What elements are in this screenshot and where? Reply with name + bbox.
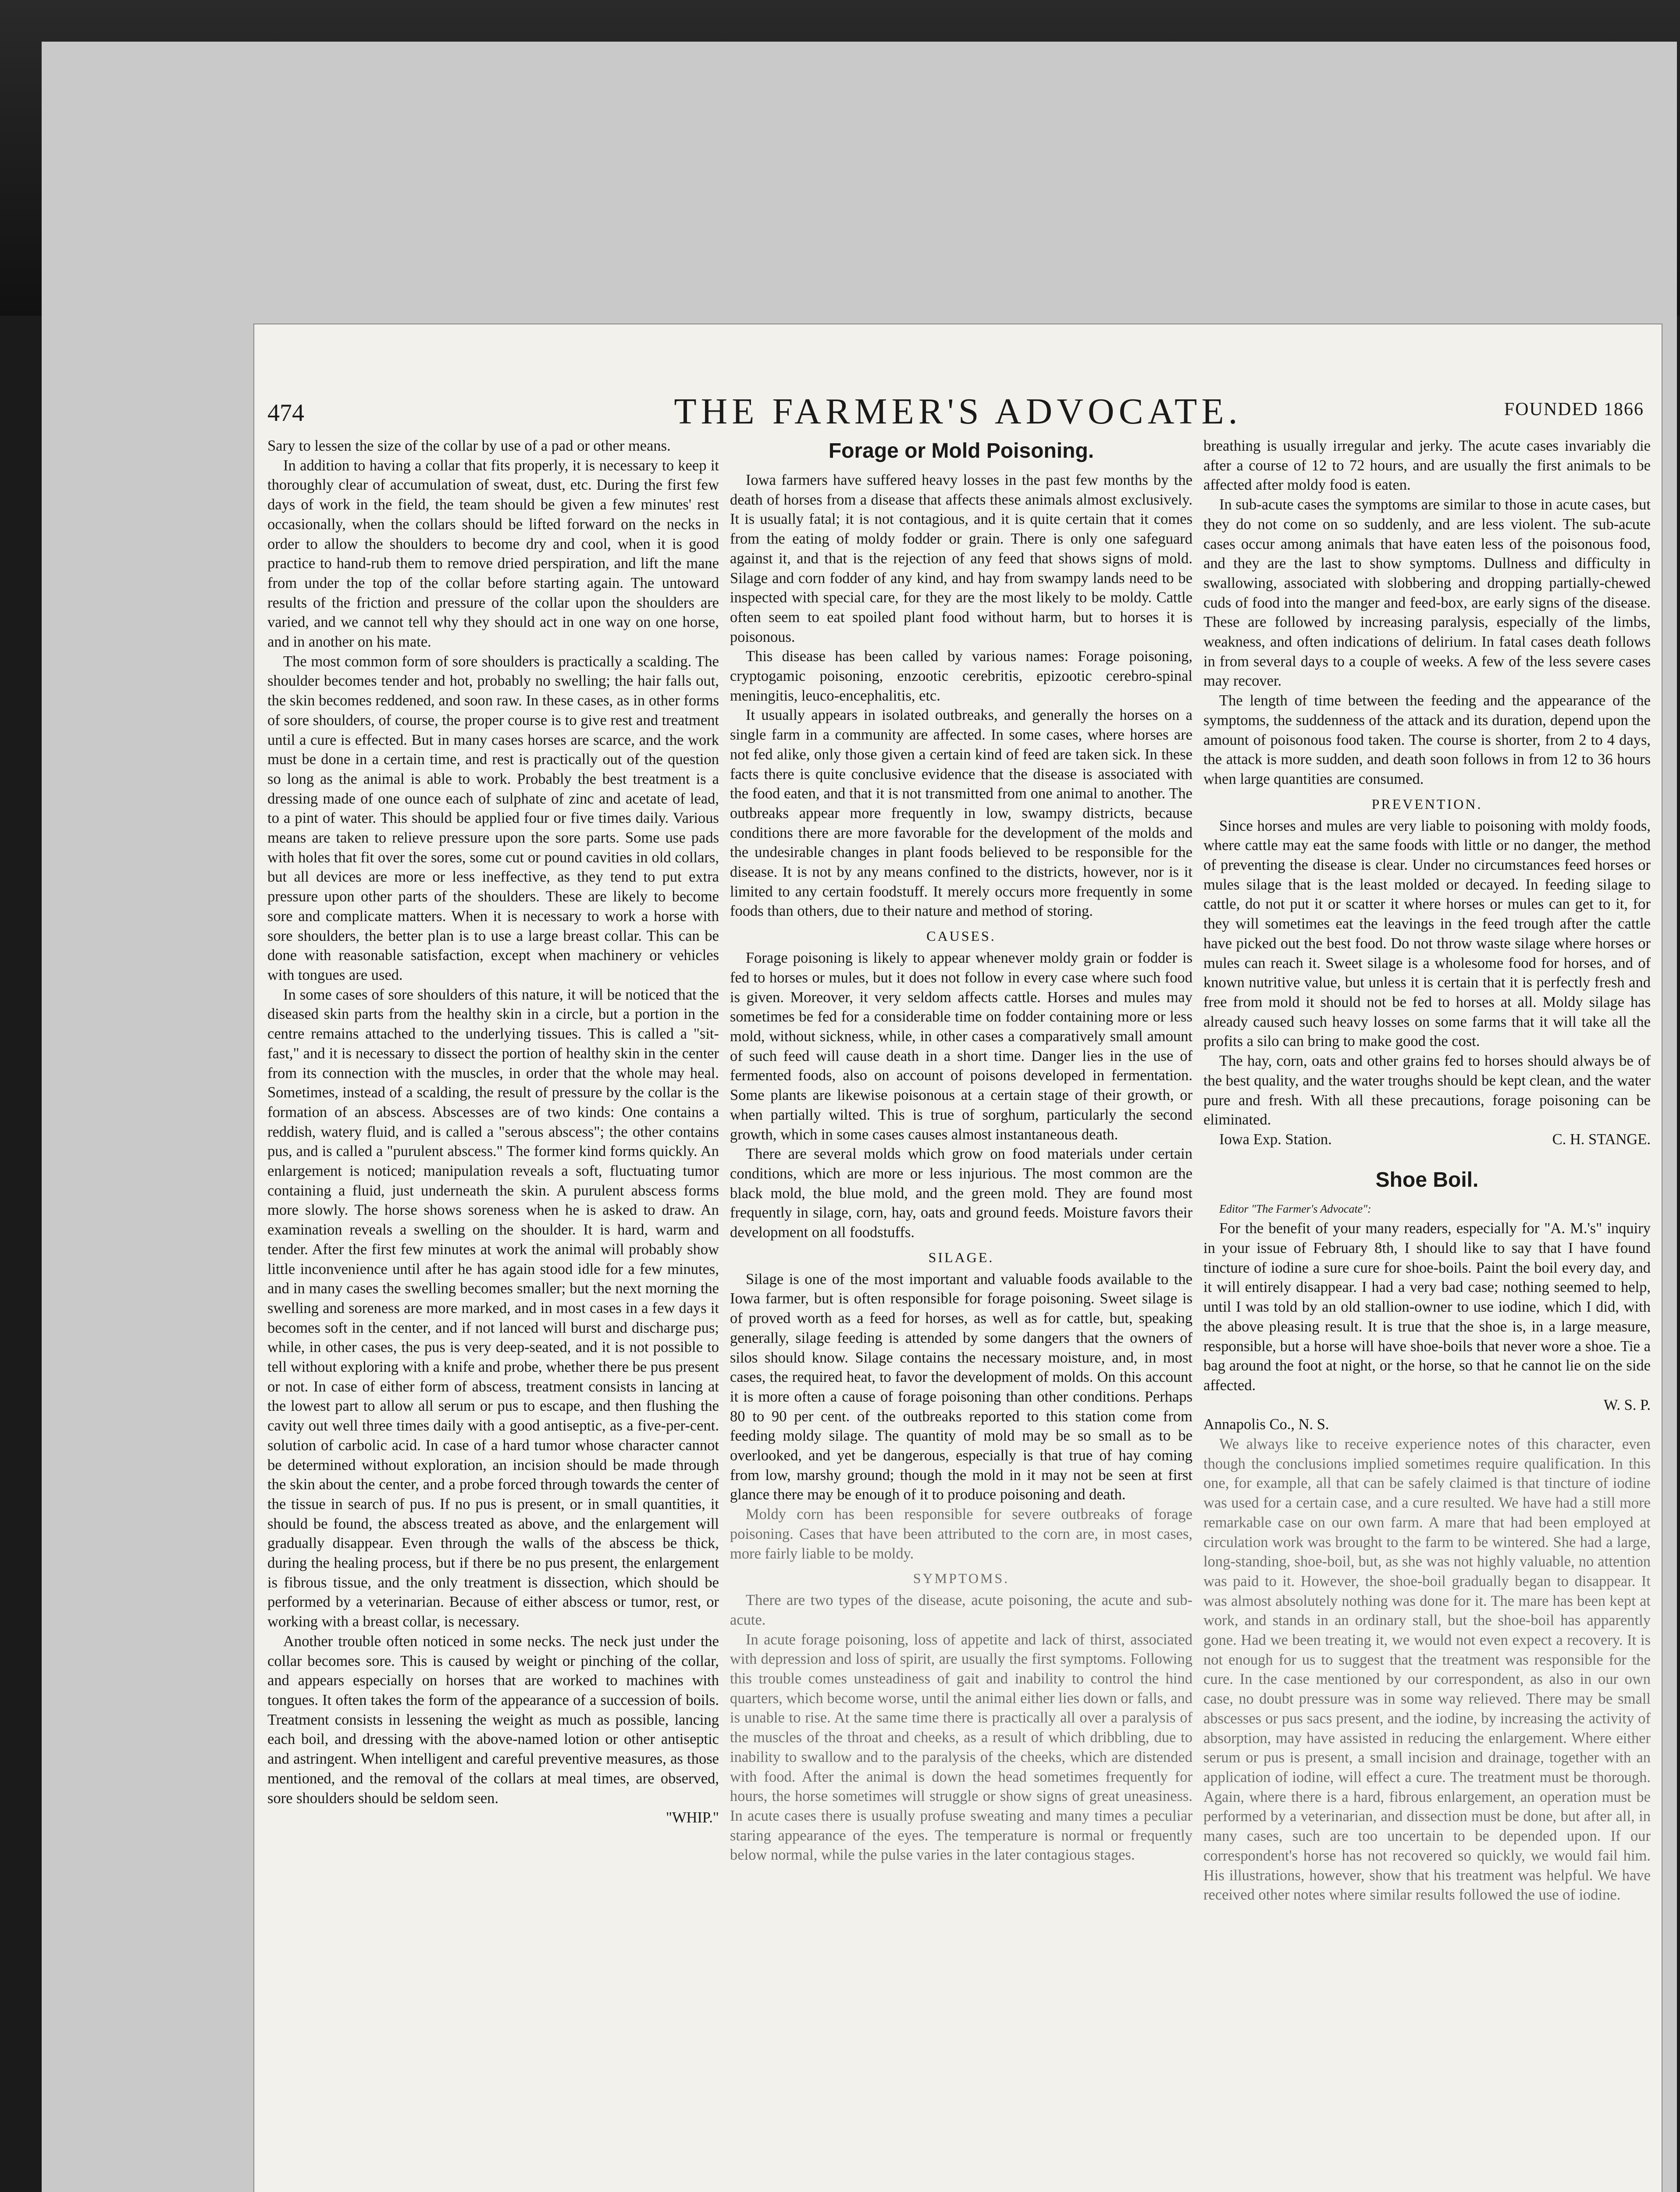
paragraph: The length of time between the feeding and the appearance of the symptoms, the suddenness of the attack and its duration, depend upon the amount of poisonous food taken. The course is shorter, from 2 to 4 days, the attack is more sudden, and death soon follows in from 12 to 36 hours when large quantities are consumed. — [1203, 692, 1651, 787]
paragraph: In acute forage poisoning, loss of appetite and lack of thirst, associated with depression and loss of spirit, are usually the first symptoms. Following this trouble comes unsteadiness of gait and inability to control the hind quarters, which become worse, until the animal either lies down or falls, and is unable to rise. At the same time there is practically all over a paralysis of the muscles of the throat and cheeks, as a result of which dribbling, due to inability to swallow and to the paralysis of the cheeks, which are distended with food. After the animal is down the head sometimes frequently for hours, the horse sometimes will struggle or show signs of great uneasiness. In acute cases there is usually profuse sweating and many times a peculiar staring appearance of the eyes. The temperature is normal or frequently below normal, while the pulse varies in the later contagious stages. — [730, 1631, 1192, 1864]
paragraph: Sary to lessen the size of the collar by use of a pad or other means. — [267, 438, 671, 454]
paragraph: Iowa farmers have suffered heavy losses in the past few months by the death of horses from a disease that affects these animals almost exclusively. It is usually fatal; it is not contagious, and it is quite certain that it comes from the eating of moldy fodder or grain. There is only one safeguard against it, and that is the rejection of any feed that shows signs of mold. Silage and corn fodder of any kind, and hay from swampy lands need to be inspected with special care, for they are the most likely to be moldy. Cattle often seem to eat spoiled plant food without harm, but to horses it is poisonous. — [730, 472, 1192, 645]
paragraph: Silage is one of the most important and valuable foods available to the Iowa farmer, but is often responsible for forage poisoning. Sweet silage is of proved worth as a feed for horses, as well as for cattle, but, speaking generally, silage feeding is attended by some dangers that the owners of silos should know. Silage contains the necessary moisture, and, in most cases, the required heat, to favor the development of molds. On this account it is more often a cause of forage poisoning than other conditions. Perhaps 80 to 90 per cent. of the outbreaks reported to this station come from feeding moldy silage. The quantity of mold may be so small as to be overlooked, and yet be dangerous, especially is that true of hay coming from low, marshy ground; though the mold in it may not be seen at first glance there may be enough of it to produce poisoning and death. — [730, 1270, 1192, 1503]
masthead — [254, 324, 1662, 432]
paragraph: Since horses and mules are very liable to poisoning with moldy foods, where cattle may eat the same foods with little or no danger, the method of preventing the disease is clear. Under no circumstances feed horses or mules silage that is the least molded or decayed. In feeding silage to cattle, do not put it or scatter it where horses or mules can get to it, for they will sometimes eat the leavings in the feed trough after the cattle have picked out the best food. Do not throw waste silage where horses or mules can reach it. Sweet silage is a wholesome food for horses, and of known nutritive value, but unless it is certain that it is perfectly fresh and free from mold it should not be fed to horses at all. Moldy silage has already caused such heavy losses on some farms that it will take all the profits a silo can bring to make good the cost. — [1203, 817, 1651, 1050]
paragraph: This disease has been called by various names: Forage poisoning, cryptogamic poisoning, enzootic cerebritis, epizootic cerebro-spinal meningitis, leuco-encephalitis, etc. — [730, 648, 1192, 704]
paragraph: It usually appears in isolated outbreaks, and generally the horses on a single farm in a community are affected. In some cases, where horses are not fed alike, only those given a certain kind of feed are taken sick. In these facts there is quite conclusive evidence that the disease is associated with the food eaten, and that it is not transmitted from one animal to another. The outbreaks appear more frequently in low, swampy districts, because conditions there are more favorable for the development of the molds and the undesirable changes in plant foods believed to be responsible for the disease. It is not by any means confined to the districts, however, nor is it limited to any certain foodstuff. It merely occurs more frequently in some foods than others, due to their nature and method of storing. — [730, 707, 1192, 920]
letter-signature: W. S. P. — [1603, 1396, 1651, 1413]
page-number: 474 — [267, 399, 304, 427]
paragraph: breathing is usually irregular and jerky. The acute cases invariably die after a course of 12 to 72 hours, and are usually the first animals to be affected after moldy food is eaten. — [1203, 438, 1651, 494]
paragraph: There are two types of the disease, acute poisoning, the acute and sub-acute. — [730, 1592, 1192, 1628]
paragraph: For the benefit of your many readers, especially for "A. M.'s" inquiry in your issue of February 8th, I should like to say that I have found tincture of iodine a sure cure for shoe-boils. Paint the boil every day, and it will entirely disappear. I had a very bad case; nothing seemed to help, until I was told by an old stallion-owner to use iodine, which I did, with the above pleasing result. It is true that the shoe is, in a large measure, responsible, but a horse will have shoe-boils that never wore a shoe. Tie a bag around the foot at night, or the horse, so that he cannot lie on the side affected. — [1203, 1220, 1651, 1394]
paragraph: In some cases of sore shoulders of this nature, it will be noticed that the diseased skin parts from the healthy skin in a circle, but a portion in the centre remains attached to the underlying tissues. This is called a "sit-fast," and it is necessary to dissect the portion of healthy skin in the center from its connection with the muscles, in order that the whole may heal. Sometimes, instead of a scalding, the result of pressure by the collar is the formation of an abscess. Abscesses are of two kinds: One contains a reddish, watery fluid, and is called a "serous abscess"; the other contains pus, and is called a "purulent abscess." The former kind forms quickly. An enlargement is noticed; manipulation reveals a soft, fluctuating tumor containing a fluid, just underneath the skin. A purulent abscess forms more slowly. The horse shows soreness when he is asked to draw. An examination reveals a swelling on the shoulder. It is hard, warm and tender. After the first few minutes at work the animal will probably show little inconvenience until after he has again stood idle for a few minutes, and in many cases the swelling becomes smaller; but the next morning the swelling and soreness are more marked, and in most cases in a few days it becomes soft in the center, and if not lanced will burst and discharge pus; while, in other cases, the pus is very deep-seated, and it is not possible to tell without exploring with a knife and probe, whether there be pus present or not. In case of either form of abscess, treatment consists in lancing at the lowest part to allow all serum or pus to escape, and then flushing the cavity out well three times daily with a good antiseptic, as a five-per-cent. solution of carbolic acid. In case of a hard tumor whose character cannot be determined without exploration, an incision should be made through the skin about the center, and a probe forced through towards the center of the tissue in search of pus. If no pus is present, or in small quantities, it should be found, the abscess treated as above, and the enlargement will gradually disappear. Even through the walls of the abscess be thick, during the healing process, but if there be no pus present, the enlargement is fibrous tissue, and the only treatment is dissection, which should be performed by a veterinarian. Because of either abscess or tumor, rest, or working with a breast collar, is necessary. — [267, 986, 719, 1630]
section-heading: CAUSES. — [926, 928, 996, 944]
column-2 — [730, 436, 1192, 2192]
article-signature: "WHIP." — [666, 1809, 719, 1826]
column-1 — [267, 436, 719, 2192]
article-heading: Shoe Boil. — [1375, 1168, 1479, 1192]
paragraph: Another trouble often noticed in some necks. The neck just under the collar becomes sore. This is caused by weight or pinching of the collar, and appears especially on horses that are worked to machines with tongues. It often takes the form of the appearance of a succession of boils. Treatment consists in lessening the weight as much as possible, lancing each boil, and dressing with the above-named lotion or other antiseptic and astringent. When intelligent and careful preventive measures, as those mentioned, and the removal of the collars at meal times, are observed, sore shoulders should be seldom seen. — [267, 1633, 719, 1807]
section-heading: SILAGE. — [928, 1249, 994, 1265]
signoff — [1203, 1130, 1651, 1149]
signoff-place: Iowa Exp. Station. — [1219, 1131, 1332, 1148]
paragraph: In sub-acute cases the symptoms are similar to those in acute cases, but they do not come on so suddenly, and are less violent. The sub-acute cases occur among animals that have eaten less of the poisonous food, and they are the last to show symptoms. Dullness and difficulty in swallowing, associated with slobbering and dropping partially-chewed cuds of food into the manger and feed-box, are early signs of the disease. These are followed by increasing paralysis, especially of the limbs, weakness, and often indications of delirium. In fatal cases death follows in from several days to a couple of weeks. A few of the less severe cases may recover. — [1203, 496, 1651, 690]
paragraph: The hay, corn, oats and other grains fed to horses should always be of the best quality, and the water troughs should be kept clean, and the water pure and fresh. With all these precautions, forage poisoning can be eliminated. — [1203, 1053, 1651, 1128]
paragraph: The most common form of sore shoulders is practically a scalding. The shoulder becomes tender and hot, probably no swelling; the hair falls out, the skin becomes reddened, and soon raw. In these cases, as in other forms of sore shoulders, of course, the proper course is to give rest and treatment until a cure is effected. But in many cases horses are scarce, and the work must be done in a certain time, and rest is practically out of the question so long as the animal is able to work. Probably the best treatment is a dressing made of one ounce each of sulphate of zinc and acetate of lead, to a pint of water. This should be applied four or five times daily. Various means are taken to relieve pressure upon the sore parts. Some use pads with holes that fit over the sores, some cut or pound cavities in old collars, but all devices are more or less ineffective, as they tend to put extra pressure upon other parts of the shoulders. These are likely to become sore and complicate matters. When it is necessary to work a horse with sore shoulders, the better plan is to use a large breast collar. This can be done with reasonable satisfaction, except when machinery or vehicles with tongues are used. — [267, 653, 719, 983]
paragraph: Forage poisoning is likely to appear whenever moldy grain or fodder is fed to horses or mules, but it does not follow in every case where such food is given. Moreover, it very seldom affects cattle. Horses and mules may sometimes be fed for a considerable time on fodder containing more or less mold, without sickness, while, in other cases a comparatively small amount of such feed will cause death in a short time. Danger lies in the use of fermented foods, also on account of poisons developed in fermentation. Some plants are likewise poisonous at a certain stage of their growth, or when partially wilted. This is true of sorghum, particularly the second growth, which in some cases causes almost instantaneous death. — [730, 950, 1192, 1143]
newspaper-page — [254, 324, 1662, 2192]
section-heading: PREVENTION. — [1371, 796, 1483, 812]
column-3 — [1203, 436, 1651, 2192]
editor-salutation: Editor "The Farmer's Advocate": — [1219, 1202, 1371, 1215]
signoff-author: C. H. STANGE. — [1552, 1131, 1651, 1148]
founded-note: FOUNDED 1866 — [1504, 399, 1644, 420]
newspaper-title: THE FARMER'S ADVOCATE. — [674, 391, 1242, 432]
paragraph: Moldy corn has been responsible for severe outbreaks of forage poisoning. Cases that have been attributed to the corn are, in most cases, more fairly liable to be moldy. — [730, 1506, 1192, 1562]
paragraph: In addition to having a collar that fits properly, it is necessary to keep it thoroughly clear of accumulation of sweat, dust, etc. During the first few days of work in the field, the team should be given a few minutes' rest occasionally, when the collars should be lifted forward on the necks in order to allow the shoulders to become dry and cool, when it is good practice to hand-rub them to remove dried perspiration, and lift the mane from under the top of the collar before starting again. The untoward results of the friction and pressure of the collar upon the shoulders are varied, and we cannot tell why they should act in one way on one horse, and in another on his mate. — [267, 457, 719, 651]
article-heading: Forage or Mold Poisoning. — [828, 439, 1094, 463]
paragraph: We always like to receive experience notes of this character, even though the conclusions implied sometimes require qualification. In this one, for example, all that can be safely claimed is that tincture of iodine was used for a certain case, and a cure resulted. We have had a still more remarkable case on our own farm. A mare that had been employed at circulation work was brought to the farm to be wintered. She had a large, long-standing, shoe-boil, but, as she was not highly valuable, no attention was paid to it. However, the shoe-boil gradually began to disappear. It was almost absolutely nothing was done for it. The mare has been kept at work, and stands in an ordinary stall, but the shoe-boil has apparently gone. Had we been treating it, we would not even expect a recovery. It is not enough for us to suggest that the treatment was responsible for the cure. In the case mentioned by our correspondent, as also in our own case, no doubt pressure was in some way relieved. There may be small abscesses or pus sacs present, and the iodine, by increasing the activity of absorption, may have assisted in reducing the enlargement. Where either serum or pus is present, a small incision and drainage, together with an application of iodine, will effect a cure. The treatment must be thorough. Again, where there is a hard, fibrous enlargement, an operation must be performed by a veterinarian, and dissection must be done, but after all, in many cases, such are too uncertain to be depended upon. If our correspondent's horse has not recovered so quickly, we would fail him. His illustrations, however, show that his treatment was helpful. We have received other notes where similar results followed the use of iodine. — [1203, 1436, 1651, 1904]
paragraph: There are several molds which grow on food materials under certain conditions, which are more or less injurious. The most common are the black mold, the blue mold, and the green mold. They are found most frequently in silage, corn, hay, oats and ground feeds. Moisture favors their development on all foodstuffs. — [730, 1146, 1192, 1241]
letter-place: Annapolis Co., N. S. — [1203, 1416, 1329, 1433]
section-heading: SYMPTOMS. — [913, 1570, 1010, 1587]
